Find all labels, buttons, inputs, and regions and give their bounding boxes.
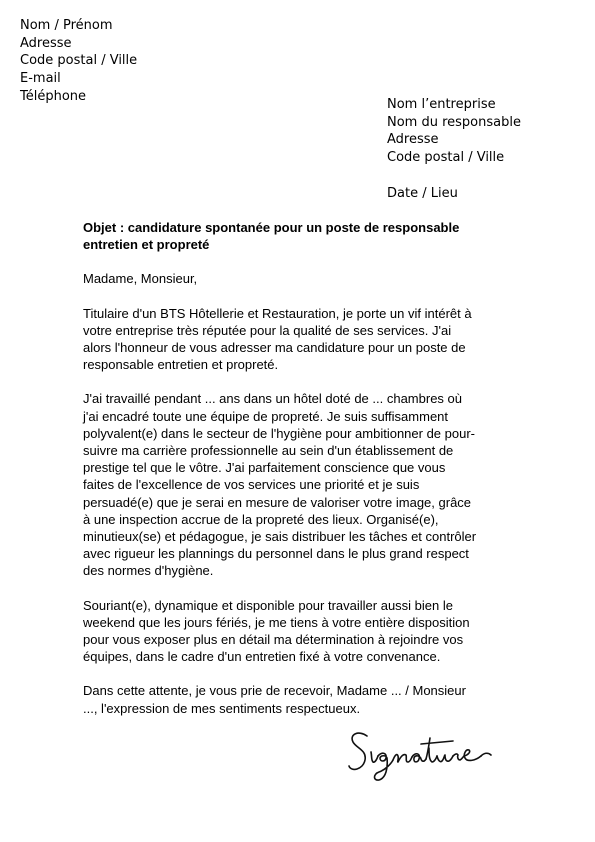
- sender-block: [20, 17, 137, 106]
- paragraph-line: Souriant(e), dynamique et disponible pour travailler aussi bien le: [83, 597, 453, 613]
- recipient-postal-city: Code postal / Ville: [387, 149, 505, 165]
- paragraph-line: avec rigueur les plannings du personnel dans le plus grand respect: [83, 546, 469, 562]
- paragraph-line: J'ai travaillé pendant ... ans dans un hôtel doté de ... chambres où: [83, 391, 462, 407]
- salutation-text: Madame, Monsieur,: [83, 271, 198, 287]
- date-place-text: Date / Lieu: [387, 186, 458, 201]
- recipient-company: Nom l’entreprise: [387, 97, 496, 112]
- paragraph-line: faites de l'excellence de vos services une priorité et je suis: [83, 477, 420, 493]
- signature: [345, 722, 495, 784]
- paragraph-line: persuadé(e) que je serai en mesure de valoriser votre image, grâce: [83, 494, 472, 510]
- date-place: [387, 185, 458, 203]
- letter-body: [83, 219, 523, 734]
- paragraph-closing: [83, 682, 523, 716]
- paragraph-line: à une inspection accrue de la propreté des lieux. Organisé(e),: [83, 511, 439, 527]
- paragraph-line: Titulaire d'un BTS Hôtellerie et Restauration, je porte un vif intérêt à: [83, 305, 472, 321]
- paragraph-line: j'ai encadré toute une équipe de propreté. Je suis suffisamment: [83, 408, 449, 424]
- paragraph-line: équipes, dans le cadre d'un entretien fixé à votre convenance.: [83, 649, 441, 665]
- recipient-address: Adresse: [387, 132, 439, 147]
- recipient-manager: Nom du responsable: [387, 114, 521, 130]
- paragraph-line: ..., l'expression de mes sentiments respectueux.: [83, 700, 361, 716]
- subject-line: entretien et propreté: [83, 237, 210, 253]
- recipient-block: [387, 96, 521, 166]
- paragraph-intro: [83, 305, 523, 374]
- paragraph-line: polyvalent(e) dans le secteur de l'hygiène pour ambitionner de pour-: [83, 425, 475, 441]
- paragraph-line: des normes d'hygiène.: [83, 563, 214, 579]
- paragraph-line: suivre ma carrière professionnelle au sein d'un établissement de: [83, 443, 454, 459]
- sender-postal-city: Code postal / Ville: [20, 53, 138, 69]
- paragraph-experience: [83, 390, 523, 579]
- paragraph-line: prestige tel que le vôtre. J'ai parfaitement conscience que vous: [83, 460, 446, 476]
- sender-phone: Téléphone: [20, 88, 87, 104]
- sender-email: E-mail: [20, 71, 61, 87]
- sender-name: Nom / Prénom: [20, 18, 113, 33]
- paragraph-line: weekend que les jours fériés, je me tiens à votre entière disposition: [83, 614, 470, 630]
- paragraph-line: Dans cette attente, je vous prie de recevoir, Madame ... / Monsieur: [83, 683, 466, 699]
- salutation: [83, 270, 523, 287]
- paragraph-line: votre entreprise très réputée pour la qualité de ses services. J'ai: [83, 322, 452, 338]
- paragraph-availability: [83, 597, 523, 666]
- paragraph-line: pour vous exposer plus en détail ma détermination à rejoindre vos: [83, 632, 464, 648]
- paragraph-line: minutieux(se) et pédagogue, je sais distribuer les tâches et contrôler: [83, 529, 477, 545]
- signature-graphic: [345, 722, 495, 784]
- subject-line: Objet : candidature spontanée pour un poste de responsable: [83, 220, 460, 235]
- paragraph-line: responsable entretien et propreté.: [83, 357, 279, 373]
- letter-subject: [83, 219, 523, 253]
- sender-address: Adresse: [20, 35, 72, 51]
- paragraph-line: alors l'honneur de vous adresser ma candidature pour un poste de: [83, 340, 466, 356]
